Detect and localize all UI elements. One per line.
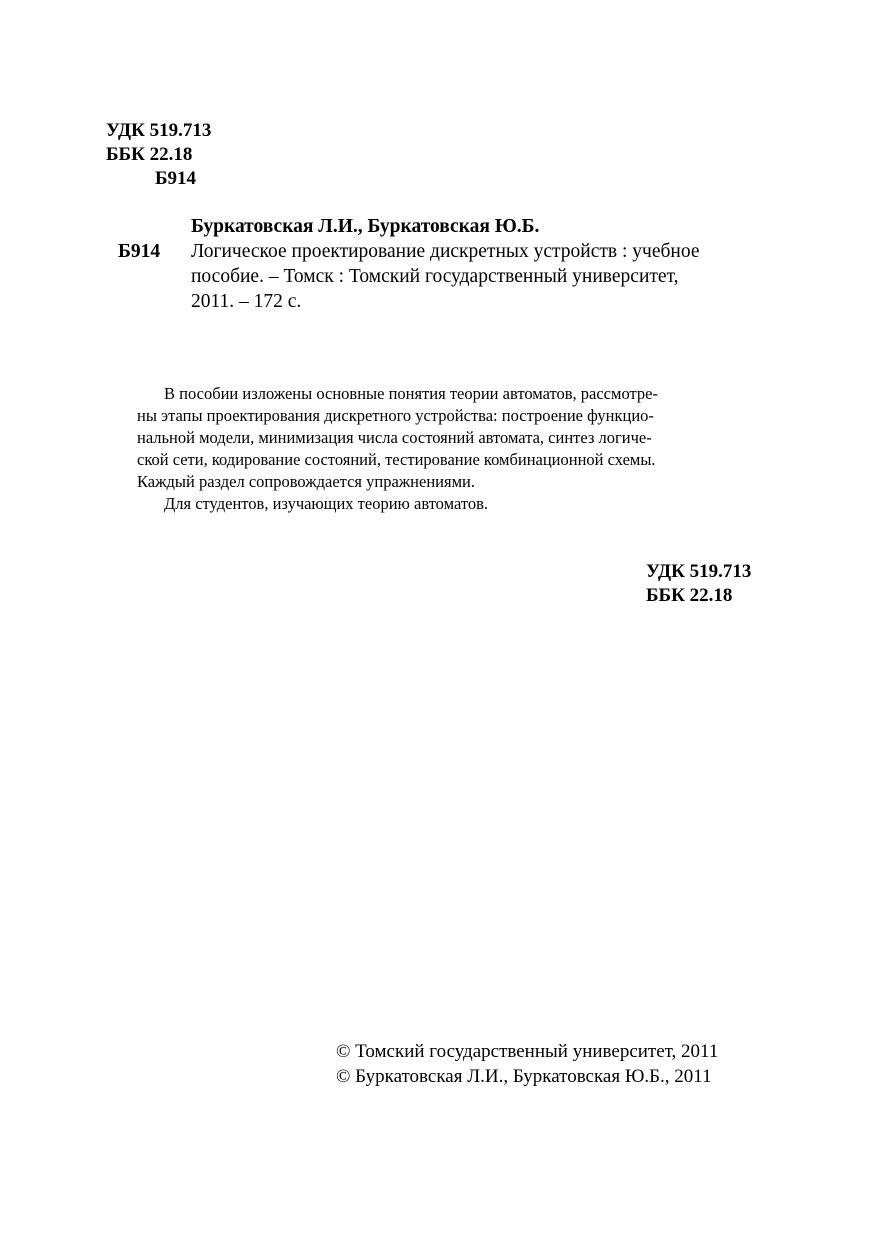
abstract-line: Для студентов, изучающих теорию автоматов. <box>164 494 489 513</box>
bib-description-line: Логическое проектирование дискретных устройств : учебное <box>191 241 700 262</box>
abstract-line: нальной модели, минимизация числа состояний автомата, синтез логиче- <box>137 428 652 447</box>
copyright-line: © Томский государственный университет, 2011 <box>336 1041 719 1062</box>
bib-description-line: пособие. – Томск : Томский государственный университет, <box>191 266 679 287</box>
bib-description-line: 2011. – 172 с. <box>191 291 302 312</box>
abstract-line: В пособии изложены основные понятия теории автоматов, рассмотре- <box>164 384 658 403</box>
bbk-code: ББК 22.18 <box>106 144 193 165</box>
bbk-code: ББК 22.18 <box>646 585 733 606</box>
udk-code: УДК 519.713 <box>646 561 752 582</box>
author-sign: Б914 <box>155 168 197 189</box>
udk-code: УДК 519.713 <box>106 120 212 141</box>
abstract-line: ны этапы проектирования дискретного устройства: построение функцио- <box>137 406 654 425</box>
abstract-line: Каждый раздел сопровождается упражнениями. <box>137 472 475 491</box>
abstract-line: ской сети, кодирование состояний, тестирование комбинационной схемы. <box>137 450 656 469</box>
author-sign-left: Б914 <box>118 241 161 262</box>
authors: Буркатовская Л.И., Буркатовская Ю.Б. <box>191 216 540 237</box>
copyright-line: © Буркатовская Л.И., Буркатовская Ю.Б., 2011 <box>336 1066 712 1087</box>
